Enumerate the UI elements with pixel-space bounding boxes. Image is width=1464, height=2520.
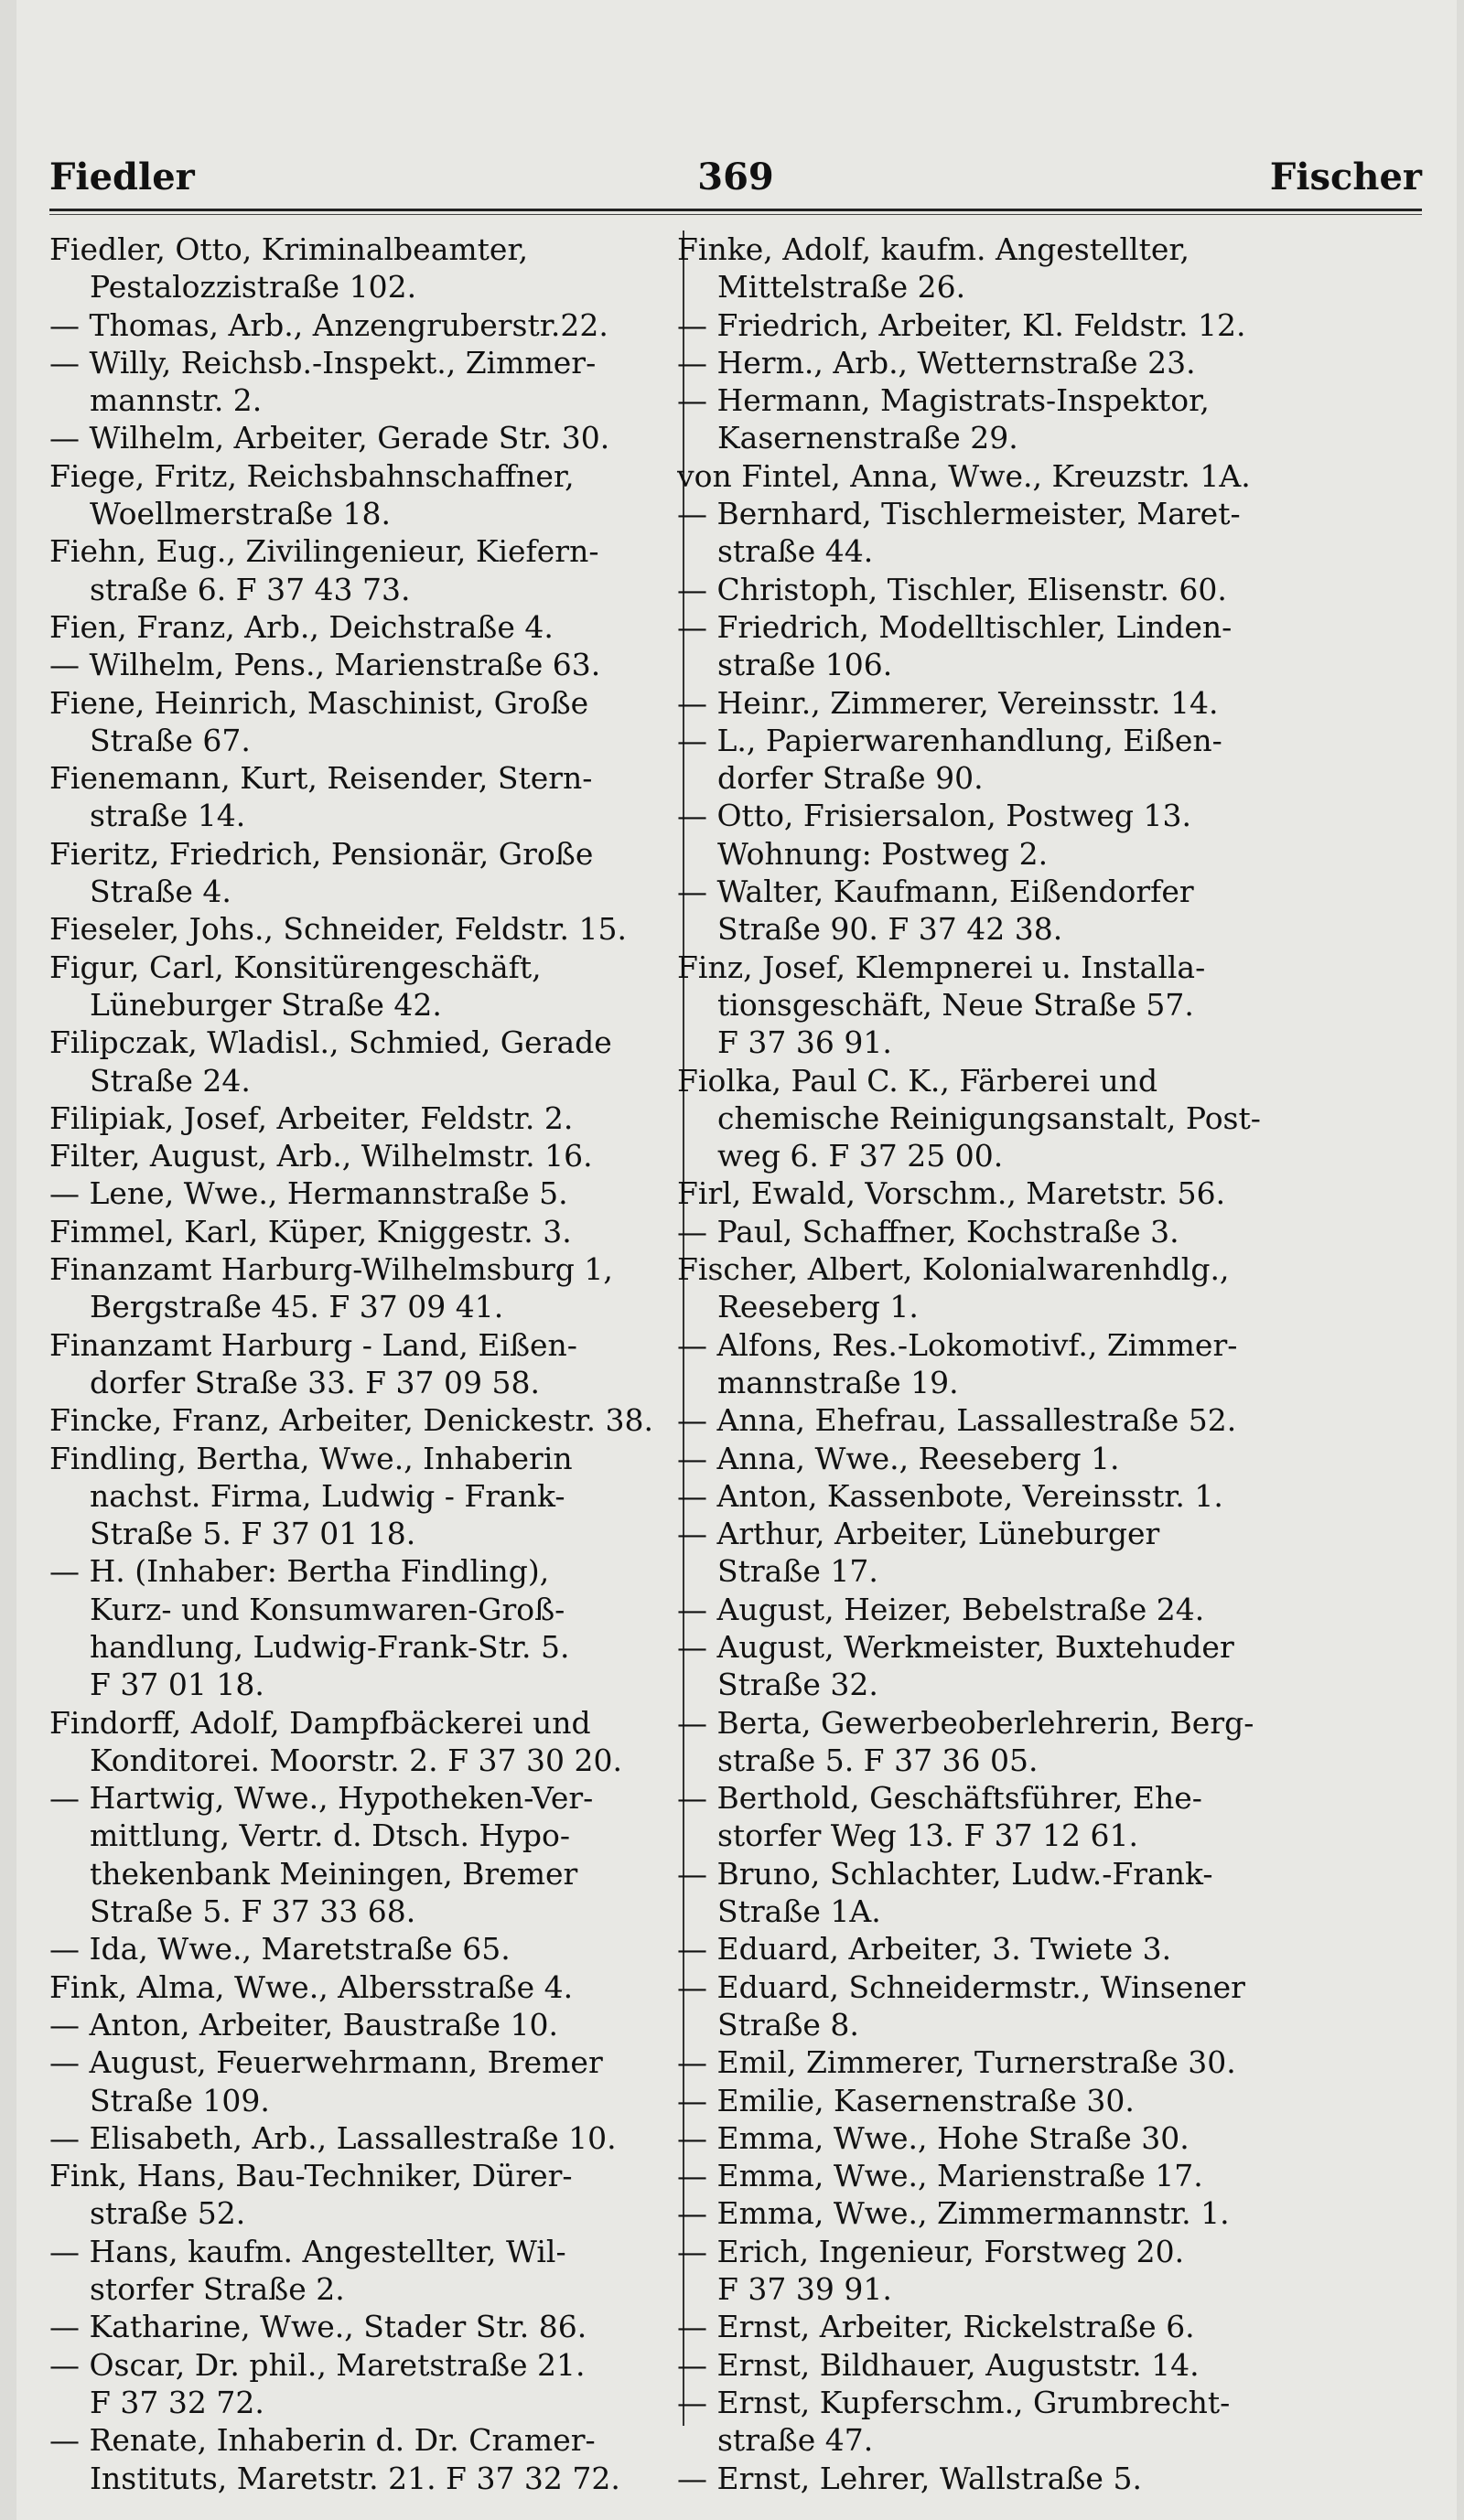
entry-line: — Erich, Ingenieur, Forstweg 20.: [677, 2233, 1185, 2269]
entry-line: Fink, Hans, Bau-Techniker, Dürer-: [49, 2158, 573, 2194]
entry-continuation-line: mittlung, Vertr. d. Dtsch. Hypo-: [90, 1818, 571, 1854]
entry-continuation-line: Woellmerstraße 18.: [90, 496, 391, 532]
entry-continuation-line: Straße 8.: [717, 2006, 859, 2043]
directory-entry: [49, 646, 681, 683]
directory-entry: [49, 2346, 681, 2422]
entry-continuation-line: Straße 109.: [90, 2082, 270, 2118]
entry-line: Fiene, Heinrich, Maschinist, Große: [49, 684, 589, 721]
entry-continuation-line: F 37 36 91.: [717, 1024, 892, 1061]
entry-continuation-line: Kasernenstraße 29.: [717, 420, 1018, 456]
right-column: [677, 231, 1308, 2497]
entry-line: — Berta, Gewerbeoberlehrerin, Berg-: [677, 1704, 1254, 1741]
entry-line: Fienemann, Kurt, Reisender, Stern-: [49, 760, 593, 797]
entry-continuation-line: straße 47.: [717, 2422, 874, 2459]
entry-line: — Walter, Kaufmann, Eißendorfer: [677, 874, 1194, 910]
directory-entry: [677, 2082, 1308, 2119]
entry-continuation-line: storfer Weg 13. F 37 12 61.: [717, 1818, 1139, 1854]
directory-entry: [49, 2043, 681, 2119]
entry-line: — Emil, Zimmerer, Turnerstraße 30.: [677, 2044, 1236, 2081]
entry-continuation-line: straße 6. F 37 43 73.: [90, 571, 411, 607]
directory-entry: [49, 835, 681, 911]
entry-line: — Heinr., Zimmerer, Vereinsstr. 14.: [677, 684, 1219, 721]
header-rule: [49, 209, 1422, 211]
directory-entry: [49, 1326, 681, 1402]
entry-continuation-line: straße 5. F 37 36 05.: [717, 1742, 1039, 1778]
entry-continuation-line: Straße 90. F 37 42 38.: [717, 911, 1063, 948]
directory-entry: [49, 2421, 681, 2497]
entry-continuation-line: thekenbank Meiningen, Bremer: [90, 1855, 578, 1892]
entry-continuation-line: Instituts, Maretstr. 21. F 37 32 72.: [90, 2460, 620, 2496]
directory-entry: [677, 2460, 1308, 2497]
entry-line: Fiolka, Paul C. K., Färberei und: [677, 1062, 1158, 1099]
directory-entry: [677, 2308, 1308, 2345]
entry-line: — August, Feuerwehrmann, Bremer: [49, 2044, 603, 2081]
directory-entry: [677, 1930, 1308, 1968]
directory-entry: [677, 1440, 1308, 1477]
directory-entry: [49, 1024, 681, 1099]
entry-line: — Ernst, Kupferschm., Grumbrecht-: [677, 2384, 1231, 2420]
entry-continuation-line: Pestalozzistraße 102.: [90, 269, 417, 306]
entry-line: — Friedrich, Modelltischler, Linden-: [677, 608, 1233, 645]
entry-continuation-line: Wohnung: Postweg 2.: [717, 835, 1049, 872]
directory-page: [16, 0, 1457, 2520]
directory-entry: [677, 2194, 1308, 2232]
entry-line: — Emilie, Kasernenstraße 30.: [677, 2082, 1135, 2118]
directory-entry: [677, 1062, 1308, 1175]
entry-line: — Katharine, Wwe., Stader Str. 86.: [49, 2309, 587, 2345]
entry-line: — Emma, Wwe., Hohe Straße 30.: [677, 2119, 1190, 2156]
directory-entry: [677, 684, 1308, 722]
directory-entry: [49, 1552, 681, 1703]
entry-continuation-line: straße 14.: [90, 798, 246, 834]
entry-continuation-line: Lüneburger Straße 42.: [90, 986, 442, 1023]
entry-line: Fiehn, Eug., Zivilingenieur, Kiefern-: [49, 533, 599, 570]
entry-line: von Fintel, Anna, Wwe., Kreuzstr. 1A.: [677, 457, 1251, 494]
page-header: [49, 155, 1422, 210]
directory-entry: [677, 1704, 1308, 1780]
entry-line: Filipczak, Wladisl., Schmied, Gerade: [49, 1024, 612, 1061]
directory-entry: [677, 1591, 1308, 1628]
entry-line: — Eduard, Schneidermstr., Winsener: [677, 1968, 1245, 2005]
entry-continuation-line: chemische Reinigungsanstalt, Post-: [717, 1099, 1261, 1136]
entry-line: — Thomas, Arb., Anzengruberstr.22.: [49, 306, 608, 343]
directory-entry: [677, 571, 1308, 608]
directory-entry: [49, 1401, 681, 1439]
entry-line: — L., Papierwarenhandlung, Eißen-: [677, 722, 1222, 758]
directory-entry: [49, 344, 681, 420]
directory-entry: [49, 231, 681, 306]
entry-line: — Willy, Reichsb.-Inspekt., Zimmer-: [49, 344, 597, 381]
entry-continuation-line: Straße 5. F 37 01 18.: [90, 1516, 416, 1552]
entry-line: Filipiak, Josef, Arbeiter, Feldstr. 2.: [49, 1099, 574, 1136]
directory-entry: [677, 1401, 1308, 1439]
entry-continuation-line: dorfer Straße 33. F 37 09 58.: [90, 1364, 540, 1400]
entry-line: Finanzamt Harburg-Wilhelmsburg 1,: [49, 1251, 613, 1288]
directory-entry: [677, 2384, 1308, 2460]
entry-line: Fieseler, Johs., Schneider, Feldstr. 15.: [49, 911, 627, 948]
directory-entry: [49, 2308, 681, 2345]
entry-continuation-line: Straße 24.: [90, 1062, 251, 1099]
directory-entry: [49, 1930, 681, 1968]
entry-continuation-line: dorfer Straße 90.: [717, 760, 984, 797]
directory-entry: [49, 2233, 681, 2309]
directory-entry: [677, 797, 1308, 873]
directory-entry: [677, 1779, 1308, 1855]
entry-continuation-line: Straße 67.: [90, 722, 251, 758]
directory-entry: [49, 1174, 681, 1212]
entry-line: — Alfons, Res.-Lokomotivf., Zimmer-: [677, 1326, 1238, 1363]
directory-entry: [677, 1855, 1308, 1931]
directory-entry: [677, 1326, 1308, 1402]
entry-line: — Anna, Ehefrau, Lassallestraße 52.: [677, 1402, 1237, 1439]
entry-continuation-line: storfer Straße 2.: [90, 2271, 345, 2308]
entry-continuation-line: nachst. Firma, Ludwig - Frank-: [90, 1477, 565, 1514]
directory-entry: [49, 457, 681, 533]
directory-entry: [677, 1477, 1308, 1515]
directory-entry: [677, 1174, 1308, 1212]
entry-line: Firl, Ewald, Vorschm., Maretstr. 56.: [677, 1175, 1226, 1212]
entry-line: — Lene, Wwe., Hermannstraße 5.: [49, 1175, 568, 1212]
entry-continuation-line: Konditorei. Moorstr. 2. F 37 30 20.: [90, 1742, 622, 1778]
entry-line: — August, Werkmeister, Buxtehuder: [677, 1628, 1234, 1665]
entry-line: — Hans, kaufm. Angestellter, Wil-: [49, 2233, 566, 2269]
directory-entry: [677, 608, 1308, 684]
entry-line: — Emma, Wwe., Zimmermannstr. 1.: [677, 2195, 1230, 2232]
entry-line: — Eduard, Arbeiter, 3. Twiete 3.: [677, 1931, 1172, 1968]
entry-continuation-line: weg 6. F 37 25 00.: [717, 1138, 1004, 1174]
entry-line: Fincke, Franz, Arbeiter, Denickestr. 38.: [49, 1402, 653, 1439]
directory-entry: [677, 1628, 1308, 1704]
entry-line: — Anton, Arbeiter, Baustraße 10.: [49, 2006, 559, 2043]
entry-line: Finz, Josef, Klempnerei u. Installa-: [677, 949, 1206, 985]
directory-entry: [49, 1250, 681, 1326]
directory-entry: [677, 873, 1308, 949]
directory-entry: [677, 1968, 1308, 2044]
directory-entry: [49, 1440, 681, 1553]
entry-continuation-line: Mittelstraße 26.: [717, 269, 966, 306]
entry-continuation-line: Straße 1A.: [717, 1893, 881, 1930]
directory-entry: [49, 910, 681, 948]
entry-continuation-line: F 37 39 91.: [717, 2271, 892, 2308]
entry-line: Fink, Alma, Wwe., Albersstraße 4.: [49, 1968, 574, 2005]
entry-line: Figur, Carl, Konsitürengeschäft,: [49, 949, 542, 985]
entry-line: — Herm., Arb., Wetternstraße 23.: [677, 344, 1196, 381]
entry-line: — Hermann, Magistrats-Inspektor,: [677, 382, 1210, 419]
directory-entry: [49, 949, 681, 1024]
entry-line: — Ernst, Bildhauer, Auguststr. 14.: [677, 2346, 1200, 2383]
directory-entry: [49, 1968, 681, 2006]
entry-line: — August, Heizer, Bebelstraße 24.: [677, 1591, 1205, 1627]
directory-entry: [677, 1250, 1308, 1326]
directory-entry: [677, 344, 1308, 381]
directory-entry: [49, 2157, 681, 2233]
entry-line: Findorff, Adolf, Dampfbäckerei und: [49, 1704, 591, 1741]
left-column: [49, 231, 681, 2497]
directory-entry: [49, 1779, 681, 1930]
header-rule-thin: [49, 214, 1422, 215]
directory-entry: [49, 2006, 681, 2043]
entry-line: Fien, Franz, Arb., Deichstraße 4.: [49, 608, 554, 645]
entry-continuation-line: Bergstraße 45. F 37 09 41.: [90, 1289, 504, 1325]
directory-entry: [49, 684, 681, 760]
entry-line: Fiedler, Otto, Kriminalbeamter,: [49, 231, 529, 267]
page-number: 369: [697, 155, 774, 198]
entry-continuation-line: Kurz- und Konsumwaren-Groß-: [90, 1591, 565, 1627]
entry-continuation-line: Straße 32.: [717, 1667, 878, 1703]
entry-continuation-line: straße 44.: [717, 533, 874, 570]
directory-entry: [49, 419, 681, 456]
entry-line: Fieritz, Friedrich, Pensionär, Große: [49, 835, 594, 872]
directory-entry: [49, 2119, 681, 2157]
directory-entry: [49, 1213, 681, 1250]
entry-line: — Ida, Wwe., Maretstraße 65.: [49, 1931, 511, 1968]
entry-continuation-line: Straße 17.: [717, 1553, 878, 1590]
entry-line: — Ernst, Lehrer, Wallstraße 5.: [677, 2460, 1142, 2496]
directory-entry: [49, 759, 681, 835]
directory-entry: [677, 2043, 1308, 2081]
directory-entry: [49, 1704, 681, 1780]
directory-entry: [677, 1515, 1308, 1591]
directory-entry: [49, 608, 681, 646]
header-right-keyword: Fischer: [1269, 155, 1422, 198]
entry-line: — Wilhelm, Pens., Marienstraße 63.: [49, 647, 601, 683]
entry-line: — Wilhelm, Arbeiter, Gerade Str. 30.: [49, 420, 610, 456]
entry-continuation-line: Straße 5. F 37 33 68.: [90, 1893, 416, 1930]
entry-line: — Otto, Frisiersalon, Postweg 13.: [677, 798, 1191, 834]
directory-entry: [677, 457, 1308, 495]
entry-line: — Emma, Wwe., Marienstraße 17.: [677, 2158, 1203, 2194]
directory-entry: [49, 1099, 681, 1137]
entry-line: — Hartwig, Wwe., Hypotheken-Ver-: [49, 1780, 594, 1817]
entry-line: Fimmel, Karl, Küper, Kniggestr. 3.: [49, 1213, 572, 1249]
entry-continuation-line: tionsgeschäft, Neue Straße 57.: [717, 986, 1194, 1023]
directory-entry: [677, 722, 1308, 798]
entry-continuation-line: mannstraße 19.: [717, 1364, 959, 1400]
entry-line: Fiege, Fritz, Reichsbahnschaffner,: [49, 457, 575, 494]
directory-entry: [49, 532, 681, 608]
header-left-keyword: Fiedler: [49, 155, 195, 198]
entry-line: — Renate, Inhaberin d. Dr. Cramer-: [49, 2422, 596, 2459]
entry-line: — Oscar, Dr. phil., Maretstraße 21.: [49, 2346, 586, 2383]
entry-continuation-line: Reeseberg 1.: [717, 1289, 919, 1325]
entry-line: Findling, Bertha, Wwe., Inhaberin: [49, 1440, 573, 1476]
directory-entry: [49, 306, 681, 344]
directory-entry: [677, 1213, 1308, 1250]
entry-continuation-line: mannstr. 2.: [90, 382, 263, 419]
entry-line: Finke, Adolf, kaufm. Angestellter,: [677, 231, 1190, 267]
entry-continuation-line: straße 106.: [717, 647, 893, 683]
entry-line: — Ernst, Arbeiter, Rickelstraße 6.: [677, 2309, 1195, 2345]
entry-line: — Christoph, Tischler, Elisenstr. 60.: [677, 571, 1227, 607]
directory-entry: [49, 1137, 681, 1174]
entry-continuation-line: straße 52.: [90, 2195, 246, 2232]
directory-entry: [677, 2119, 1308, 2157]
entry-continuation-line: Straße 4.: [90, 874, 231, 910]
entry-line: Fischer, Albert, Kolonialwarenhdlg.,: [677, 1251, 1230, 1288]
directory-entry: [677, 2346, 1308, 2384]
directory-entry: [677, 381, 1308, 457]
entry-line: — Berthold, Geschäftsführer, Ehe-: [677, 1780, 1202, 1817]
directory-entry: [677, 2233, 1308, 2309]
directory-entry: [677, 949, 1308, 1062]
entry-line: — Anna, Wwe., Reeseberg 1.: [677, 1440, 1120, 1476]
entry-line: — Paul, Schaffner, Kochstraße 3.: [677, 1213, 1179, 1249]
directory-entry: [677, 231, 1308, 306]
entry-line: Finanzamt Harburg - Land, Eißen-: [49, 1326, 577, 1363]
directory-entry: [677, 306, 1308, 344]
entry-continuation-line: F 37 32 72.: [90, 2384, 264, 2420]
directory-entry: [677, 495, 1308, 571]
entry-line: — Elisabeth, Arb., Lassallestraße 10.: [49, 2119, 617, 2156]
entry-line: — Arthur, Arbeiter, Lüneburger: [677, 1516, 1160, 1552]
directory-entry: [677, 2157, 1308, 2194]
entry-line: — H. (Inhaber: Bertha Findling),: [49, 1553, 550, 1590]
entry-line: — Bruno, Schlachter, Ludw.-Frank-: [677, 1855, 1213, 1892]
entry-line: Filter, August, Arb., Wilhelmstr. 16.: [49, 1138, 593, 1174]
entry-continuation-line: handlung, Ludwig-Frank-Str. 5.: [90, 1628, 570, 1665]
entry-line: — Bernhard, Tischlermeister, Maret-: [677, 496, 1241, 532]
entry-line: — Friedrich, Arbeiter, Kl. Feldstr. 12.: [677, 306, 1246, 343]
entry-line: — Anton, Kassenbote, Vereinsstr. 1.: [677, 1477, 1223, 1514]
entry-continuation-line: F 37 01 18.: [90, 1667, 264, 1703]
